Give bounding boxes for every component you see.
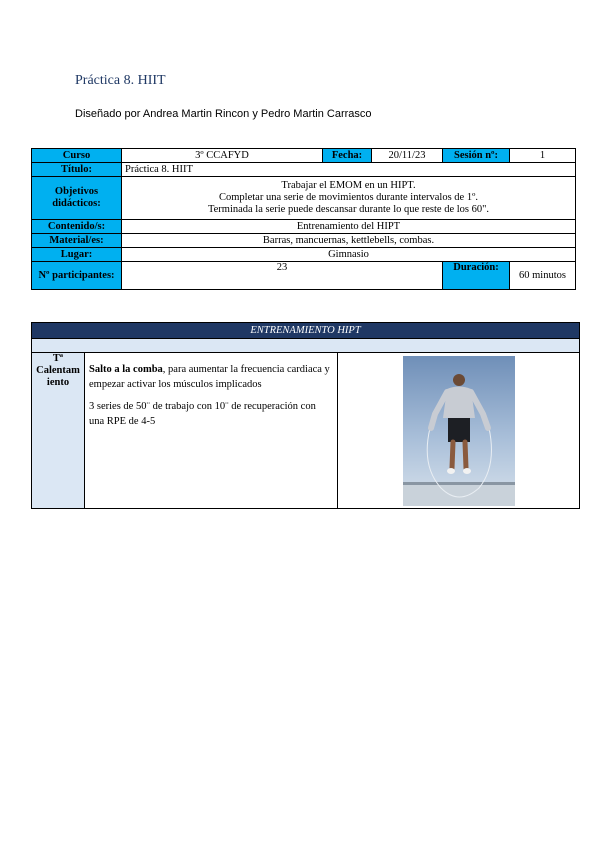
training-header: ENTRENAMIENTO HIPT: [32, 323, 580, 339]
training-subheader: [32, 339, 580, 353]
titulo-value: Práctica 8. HIIT: [122, 163, 576, 177]
titulo-label: Título:: [32, 163, 122, 177]
session-info-table: [31, 148, 576, 290]
fecha-label: Fecha:: [323, 149, 372, 163]
curso-value: 3º CCAFYD: [122, 149, 323, 163]
sesion-label: Sesión nº:: [443, 149, 510, 163]
phase-cell: [32, 353, 85, 509]
phase-line: Calentam: [36, 365, 80, 376]
exercise-name: Salto a la comba: [89, 364, 163, 375]
participantes-value: 23: [122, 262, 443, 290]
material-value: Barras, mancuernas, kettlebells, combas.: [122, 234, 576, 248]
objetivo-line: Trabajar el EMOM en un HIPT.: [281, 180, 416, 191]
exercise-description: [85, 353, 338, 509]
series-paragraph: 3 series de 50¨ de trabajo con 10¨ de recuperación con una RPE de 4-5: [89, 401, 316, 427]
jump-rope-photo: [403, 356, 515, 506]
phase-line: iento: [46, 377, 70, 388]
curso-label: Curso: [32, 149, 122, 163]
duracion-value: 60 minutos: [510, 262, 576, 290]
objetivo-line: Completar una serie de movimientos durante intervalos de 1º.: [219, 192, 478, 203]
exercise-purpose: , para aumentar la frecuencia cardiaca y empezar activar los músculos implicados: [89, 364, 330, 390]
exercise-paragraph: [89, 362, 333, 392]
sesion-value: 1: [510, 149, 576, 163]
page-title: Práctica 8. HIIT: [75, 73, 166, 88]
fecha-value: 20/11/23: [372, 149, 443, 163]
lugar-value: Gimnasio: [122, 248, 576, 262]
authors-line: Diseñado por Andrea Martin Rincon y Pedro Martin Carrasco: [75, 108, 372, 120]
material-label: Material/es:: [32, 234, 122, 248]
objetivo-line: Terminada la serie puede descansar durante lo que reste de los 60".: [207, 204, 490, 215]
training-table: [31, 322, 580, 509]
lugar-label: Lugar:: [32, 248, 122, 262]
contenidos-value: Entrenamiento del HIPT: [122, 220, 576, 234]
participantes-label: Nº participantes:: [32, 262, 122, 290]
contenidos-label: Contenido/s:: [32, 220, 122, 234]
phase-line: Tª: [52, 353, 64, 364]
duracion-label: Duración:: [443, 262, 510, 290]
objetivos-label: Objetivos didácticos:: [32, 177, 122, 220]
objetivos-value: [122, 177, 576, 220]
image-cell: [338, 353, 580, 509]
